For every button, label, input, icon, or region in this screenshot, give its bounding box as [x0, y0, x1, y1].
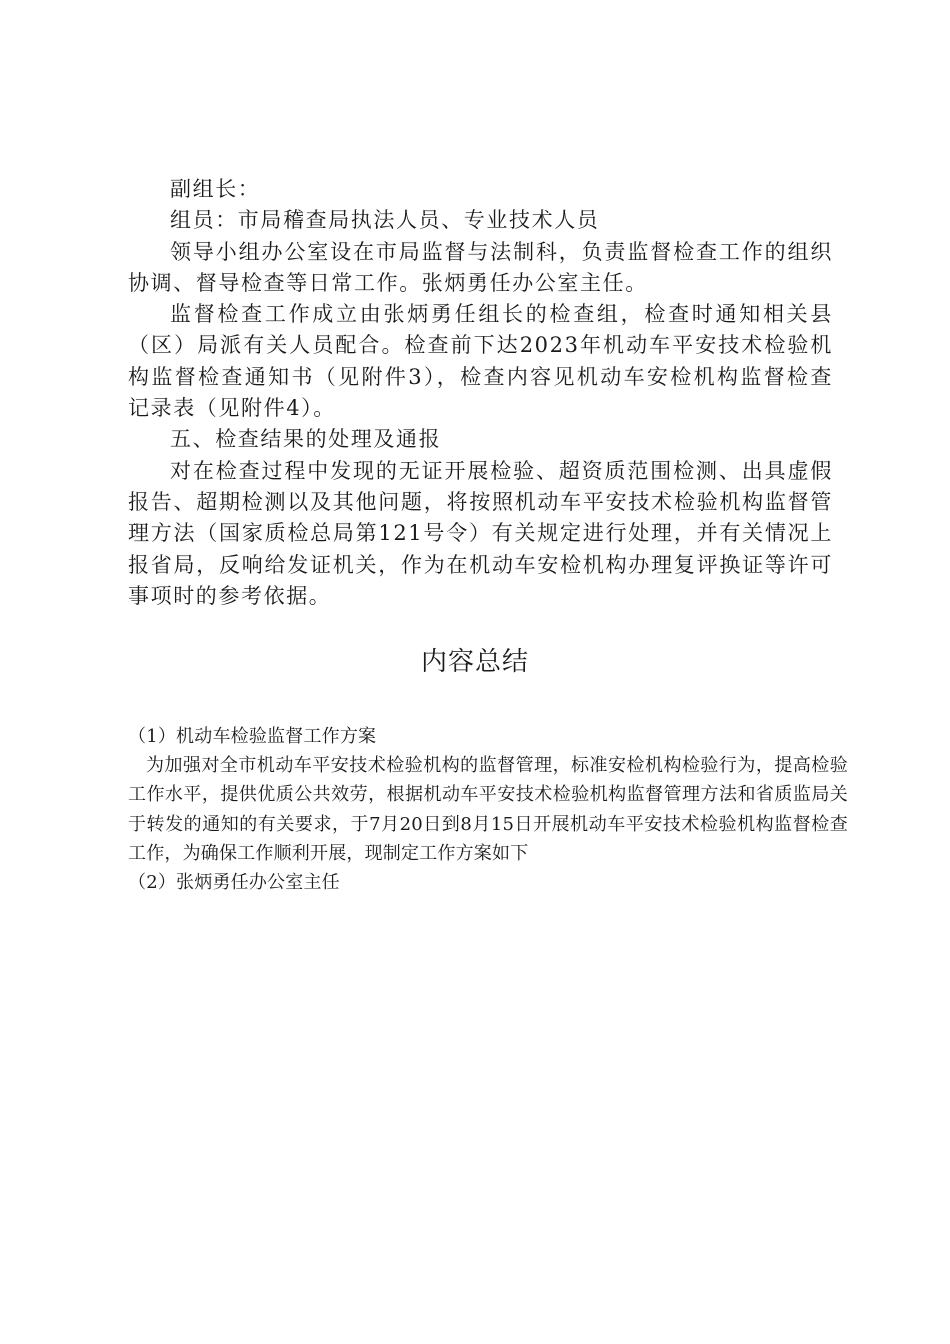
summary-item-2: （2）张炳勇任办公室主任: [128, 872, 340, 894]
body-section-heading-results: 五、检查结果的处理及通报: [170, 427, 442, 452]
summary-title: 内容总结: [420, 647, 529, 677]
summary-item-1: （1）机动车检验监督工作方案: [128, 726, 377, 747]
body-paragraph-deputy-leader: 副组长：: [170, 177, 261, 201]
summary-section: [128, 722, 848, 897]
body-section: [128, 174, 833, 612]
body-paragraph-members: 组员：市局稽查局执法人员、专业技术人员: [170, 208, 600, 233]
body-paragraph-office: 领导小组办公室设在市局监督与法制科，负责监督检查工作的组织协调、督导检查等日常工作。张炳勇任办公室主任。: [128, 239, 833, 295]
summary-paragraph: 为加强对全市机动车平安技术检验机构的监督管理，标准安检机构检验行为，提高检验工作水平，提供优质公共效劳，根据机动车平安技术检验机构监督管理方法和省质监局关于转发的通知的有关要求，于7月20日到8月15日开展机动车平安技术检验机构监督检查工作，为确保工作顺利开展，现制定工作方案如下: [128, 755, 848, 864]
body-paragraph-results: 对在检查过程中发现的无证开展检验、超资质范围检测、出具虚假报告、超期检测以及其他问题，将按照机动车平安技术检验机构监督管理方法（国家质检总局第121号令）有关规定进行处理，并有关情况上报省局，反响给发证机关，作为在机动车安检机构办理复评换证等许可事项时的参考依据。: [128, 458, 833, 608]
body-paragraph-inspection-team: 监督检查工作成立由张炳勇任组长的检查组，检查时通知相关县（区）局派有关人员配合。检查前下达2023年机动车平安技术检验机构监督检查通知书（见附件3），检查内容见机动车安检机构监督检查记录表（见附件4）。: [128, 302, 833, 421]
